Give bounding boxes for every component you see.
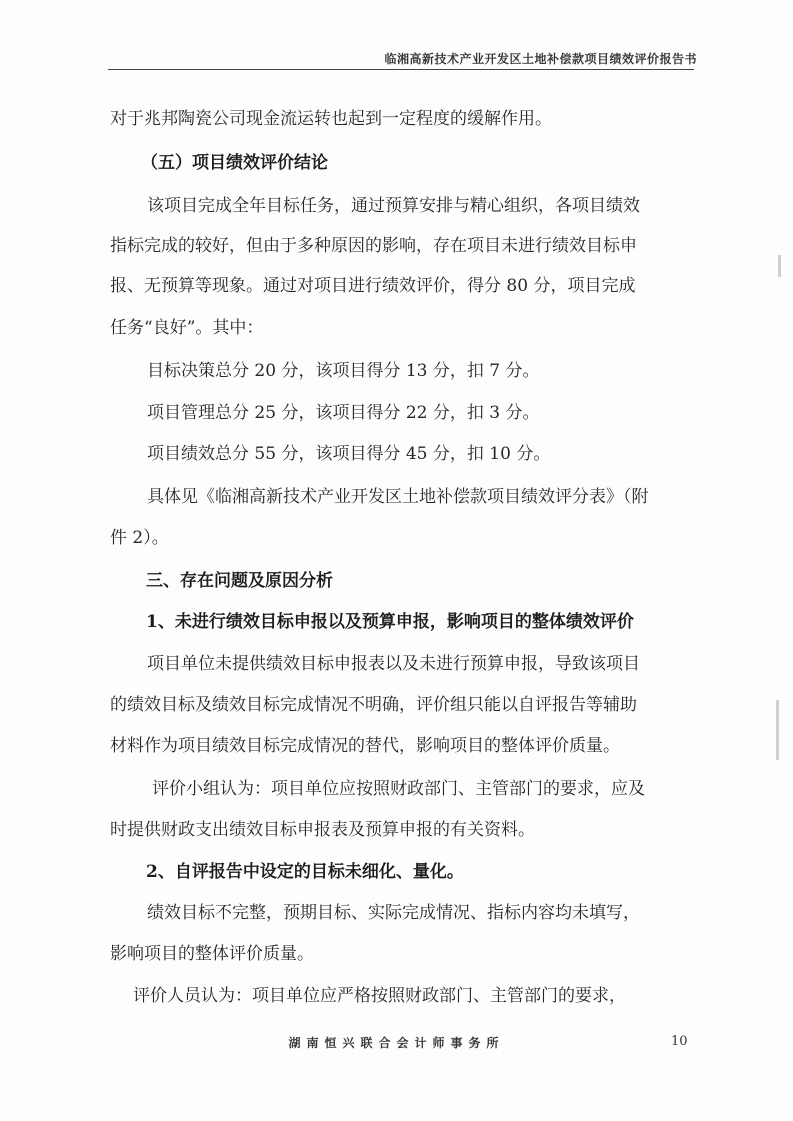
paragraph-line: 材料作为项目绩效目标完成情况的替代，影响项目的整体评价质量。 xyxy=(110,736,620,756)
paragraph-line: 评价人员认为：项目单位应严格按照财政部门、主管部门的要求， xyxy=(133,986,626,1006)
paragraph-line: 任务“良好”。其中： xyxy=(110,318,264,338)
paragraph-line: 指标完成的较好，但由于多种原因的影响，存在项目未进行绩效目标申 xyxy=(110,236,637,256)
paragraph-line: 时提供财政支出绩效目标申报表及预算申报的有关资料。 xyxy=(110,820,535,840)
scan-edge-mark xyxy=(776,700,779,760)
paragraph-line: 对于兆邦陶瓷公司现金流运转也起到一定程度的缓解作用。 xyxy=(110,109,552,129)
subsection-heading: 2、自评报告中设定的目标未细化、量化。 xyxy=(146,862,464,882)
score-line: 目标决策总分 20 分，该项目得分 13 分，扣 7 分。 xyxy=(147,361,540,381)
score-line: 项目管理总分 25 分，该项目得分 22 分，扣 3 分。 xyxy=(147,403,540,423)
paragraph-line: 项目单位未提供绩效目标申报表以及未进行预算申报，导致该项目 xyxy=(147,654,640,674)
section-heading: 三、存在问题及原因分析 xyxy=(146,571,333,591)
paragraph-line: 具体见《临湘高新技术产业开发区土地补偿款项目绩效评分表》（附 xyxy=(147,487,649,507)
scan-edge-mark xyxy=(778,255,781,277)
subsection-heading: 1、未进行绩效目标申报以及预算申报，影响项目的整体绩效评价 xyxy=(146,612,634,632)
paragraph-line: 报、无预算等现象。通过对项目进行绩效评价，得分 80 分，项目完成 xyxy=(110,276,636,296)
paragraph-line: 评价小组认为：项目单位应按照财政部门、主管部门的要求，应及 xyxy=(152,779,645,799)
footer-organization: 湖南恒兴联合会计师事务所 xyxy=(288,1036,505,1050)
page-number: 10 xyxy=(671,1034,688,1049)
paragraph-line: 件 2）。 xyxy=(110,528,169,548)
paragraph-line: 该项目完成全年目标任务，通过预算安排与精心组织，各项目绩效 xyxy=(147,196,640,216)
score-line: 项目绩效总分 55 分，该项目得分 45 分，扣 10 分。 xyxy=(147,444,551,464)
paragraph-line: 的绩效目标及绩效目标完成情况不明确，评价组只能以自评报告等辅助 xyxy=(110,695,637,715)
paragraph-line: 绩效目标不完整，预期目标、实际完成情况、指标内容均未填写， xyxy=(147,903,640,923)
header-divider xyxy=(108,69,694,70)
paragraph-line: 影响项目的整体评价质量。 xyxy=(110,944,314,964)
section-heading: （五）项目绩效评价结论 xyxy=(141,153,328,173)
running-header: 临湘高新技术产业开发区土地补偿款项目绩效评价报告书 xyxy=(384,52,697,66)
